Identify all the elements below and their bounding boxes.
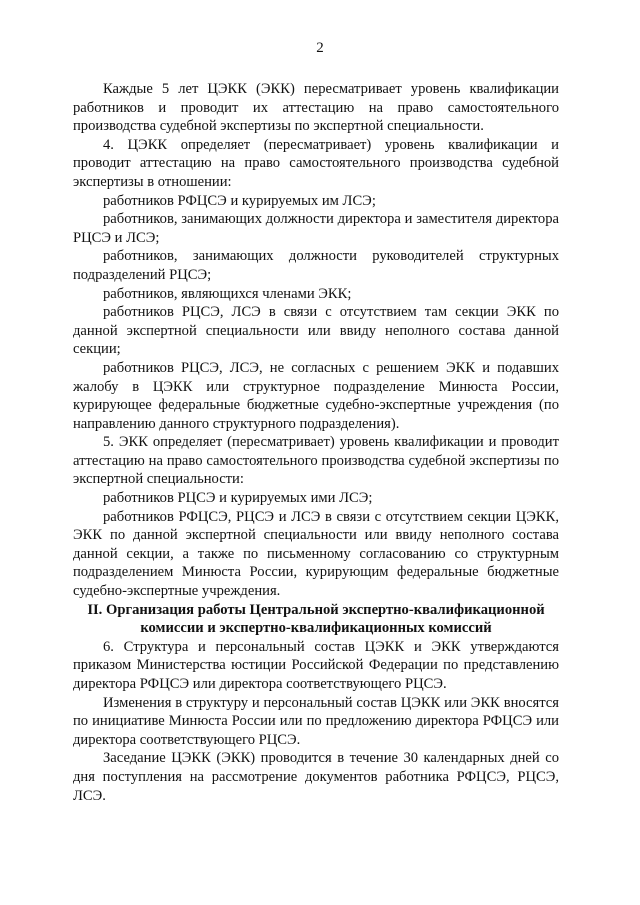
paragraph: работников, занимающих должности руководителей структурных подразделений РЦСЭ; bbox=[73, 248, 559, 283]
paragraph: работников РЦСЭ, ЛСЭ, не согласных с решением ЭКК и подавших жалобу в ЦЭКК или структурное подразделение Минюста России, курирующее федеральные бюджетные судебно-экспертные учреждения (по направлению данного структурного подразделения). bbox=[73, 359, 559, 432]
paragraph: работников, являющихся членами ЭКК; bbox=[103, 285, 352, 302]
paragraph: 4. ЦЭКК определяет (пересматривает) уровень квалификации и проводит аттестацию на право самостоятельного производства судебной экспертизы в отношении: bbox=[73, 136, 559, 190]
paragraph: работников РФЦСЭ и курируемых им ЛСЭ; bbox=[103, 192, 376, 209]
page-number: 2 bbox=[316, 40, 324, 56]
paragraph: Каждые 5 лет ЦЭКК (ЭКК) пересматривает уровень квалификации работников и проводит их аттестацию на право самостоятельного производства судебной экспертизы по экспертной специальности. bbox=[73, 81, 559, 135]
paragraph: работников РЦСЭ, ЛСЭ в связи с отсутствием там секции ЭКК по данной экспертной специальности или ввиду неполного состава данной секции; bbox=[73, 304, 559, 358]
paragraph: работников РЦСЭ и курируемых ими ЛСЭ; bbox=[103, 490, 373, 507]
paragraph: Изменения в структуру и персональный состав ЦЭКК или ЭКК вносятся по инициативе Минюста России или по предложению директора РФЦСЭ или директора соответствующего РЦСЭ. bbox=[73, 694, 559, 748]
paragraph: 5. ЭКК определяет (пересматривает) уровень квалификации и проводит аттестацию на право самостоятельного производства судебной экспертизы по экспертной специальности: bbox=[73, 434, 559, 488]
paragraph: 6. Структура и персональный состав ЦЭКК и ЭКК утверждаются приказом Министерства юстиции Российской Федерации по представлению директора РФЦСЭ или директора соответствующего РЦСЭ. bbox=[73, 638, 559, 692]
paragraph: Заседание ЦЭКК (ЭКК) проводится в течение 30 календарных дней со дня поступления на рассмотрение документов работника РФЦСЭ, РЦСЭ, ЛСЭ. bbox=[73, 750, 559, 804]
section-heading: II. Организация работы Центральной экспертно-квалификационной комиссии и экспертно-квалификационных комиссий bbox=[87, 601, 545, 637]
document-body bbox=[73, 80, 559, 805]
paragraph: работников, занимающих должности директора и заместителя директора РЦСЭ и ЛСЭ; bbox=[73, 211, 559, 246]
paragraph: работников РФЦСЭ, РЦСЭ и ЛСЭ в связи с отсутствием секции ЦЭКК, ЭКК по данной экспертной специальности или ввиду неполного состава данной секции, а также по письменному согласованию со структурным подразделением Минюста России, курирующим федеральные бюджетные судебно-экспертные учреждения. bbox=[73, 508, 559, 600]
